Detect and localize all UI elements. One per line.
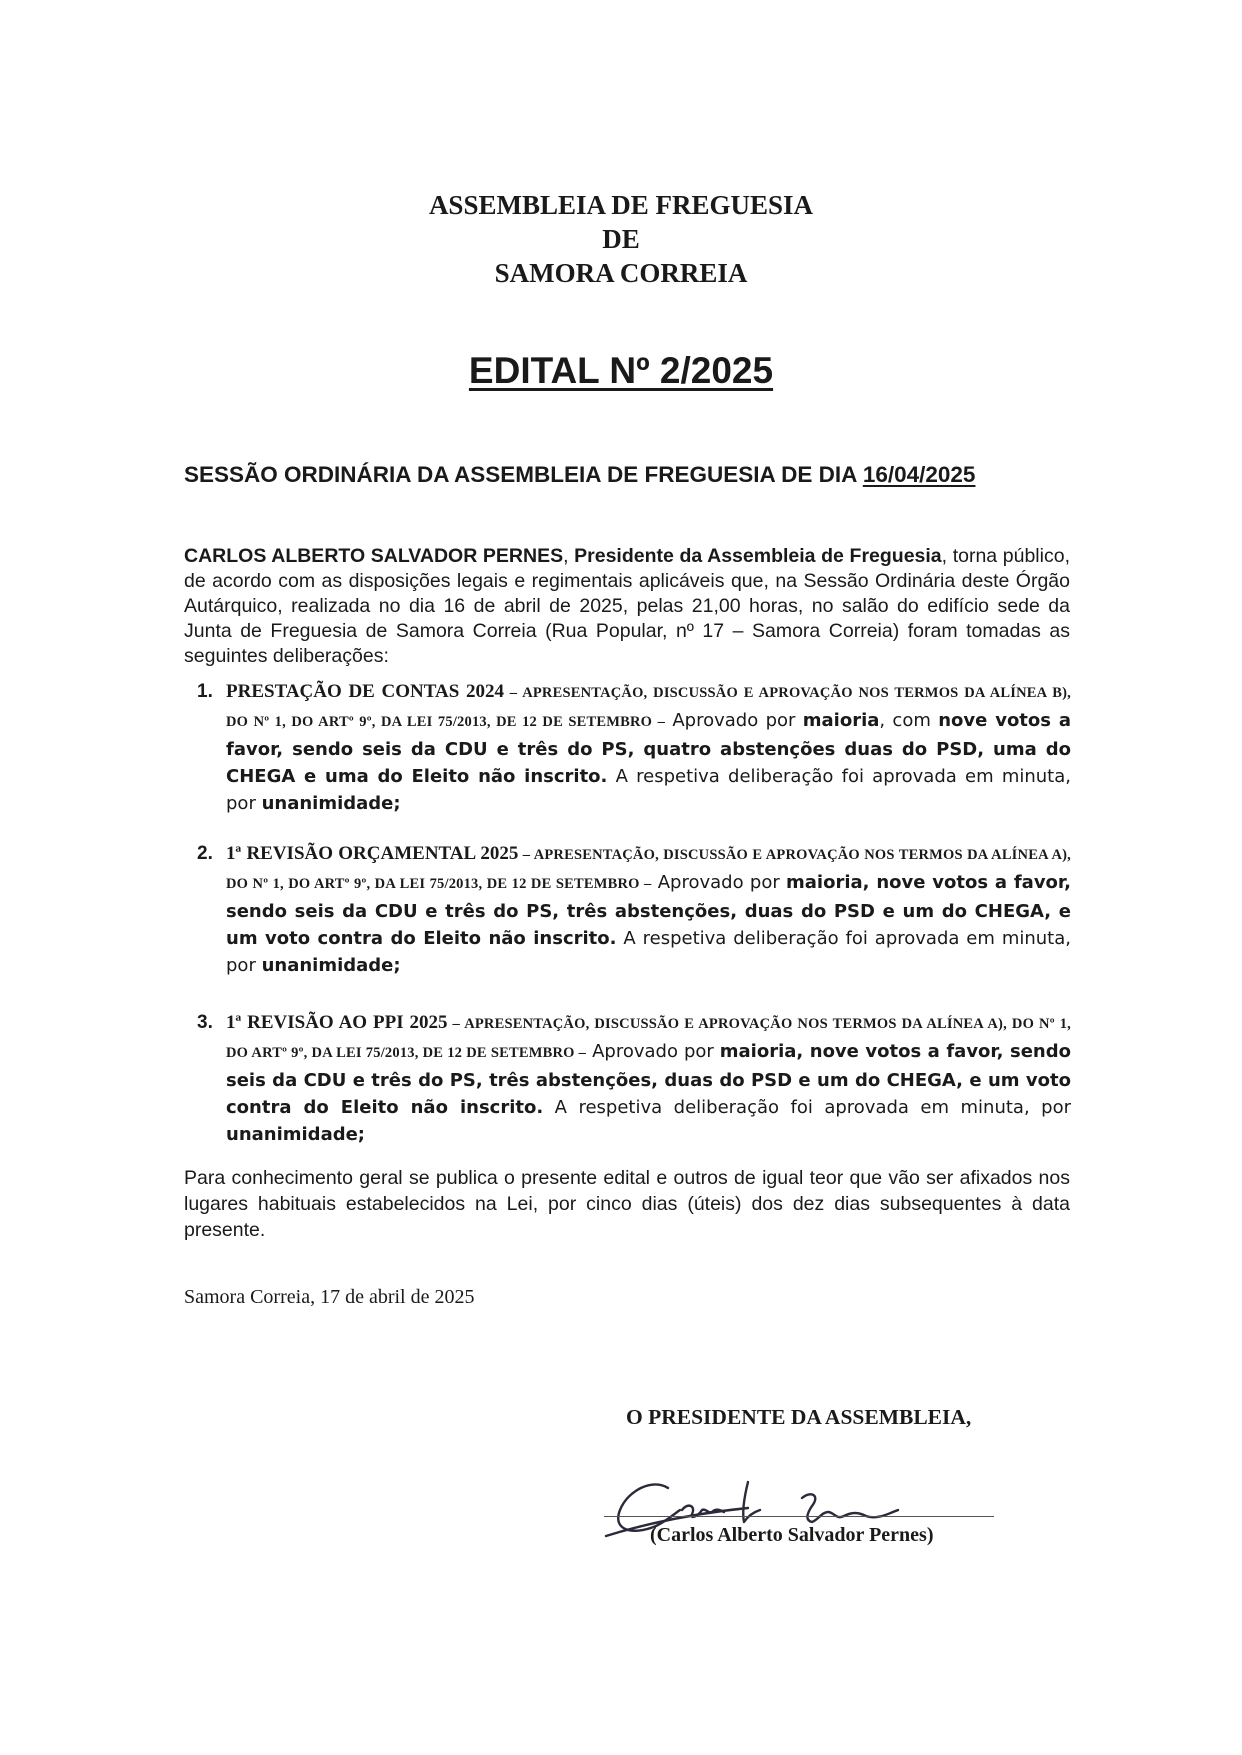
item-title: 1ª REVISÃO AO PPI 2025 bbox=[226, 1012, 448, 1033]
item-text-a: Aprovado por bbox=[651, 872, 787, 893]
item-subtitle: – APRESENTAÇÃO, DISCUSSÃO E APROVAÇÃO NOS TERMOS DA ALÍNEA B), DO Nº 1, DO ARTº 9º, DA LEI 75/2013, DE 12 DE SETEMBRO – bbox=[226, 685, 1071, 730]
session-heading bbox=[184, 462, 1070, 488]
item-text-b: A respetiva deliberação foi aprovada em minuta, por bbox=[543, 1097, 1071, 1118]
item-bold-a: maioria, nove votos a favor, sendo seis da CDU e três do PS, três abstenções, duas do PSD e um do CHEGA, e um voto contra do Eleito não inscrito. bbox=[226, 1041, 1071, 1118]
header-line-2: DE bbox=[602, 224, 640, 254]
item-title: PRESTAÇÃO DE CONTAS 2024 bbox=[226, 681, 505, 702]
item-text-a: Aprovado por bbox=[586, 1041, 720, 1062]
session-heading-prefix: SESSÃO ORDINÁRIA DA ASSEMBLEIA DE FREGUESIA DE DIA bbox=[184, 462, 863, 487]
place-date: Samora Correia, 17 de abril de 2025 bbox=[184, 1286, 475, 1308]
closing-paragraph: Para conhecimento geral se publica o presente edital e outros de igual teor que vão ser afixados nos lugares habituais estabelecidos na Lei, por cinco dias (úteis) dos dez dias subsequentes à data presente. bbox=[184, 1167, 1070, 1241]
intro-text: , torna público, de acordo com as disposições legais e regimentais aplicáveis que, na Sessão Ordinária deste Órgão Autárquico, realizada no dia 16 de abril de 2025, pelas 21,00 horas, no salão do edifício sede da Junta de Freguesia de Samora Correia (Rua Popular, nº 17 – Samora Correia) foram tomadas as seguintes deliberações: bbox=[184, 545, 1070, 667]
item-number: 1. bbox=[197, 681, 213, 702]
signature-line bbox=[604, 1516, 994, 1517]
intro-comma: , bbox=[563, 545, 575, 567]
item-bold-a: maioria, nove votos a favor, sendo seis da CDU e três do PS, três abstenções, duas do PSD e um do CHEGA, e um voto contra do Eleito não inscrito. bbox=[226, 872, 1071, 949]
item-text-a: Aprovado por bbox=[665, 710, 803, 731]
president-role: Presidente da Assembleia de Freguesia bbox=[574, 545, 942, 567]
header-line-1: ASSEMBLEIA DE FREGUESIA bbox=[428, 190, 814, 220]
session-date: 16/04/2025 bbox=[862, 462, 976, 487]
item-number: 2. bbox=[197, 843, 213, 864]
item-bold-c: unanimidade; bbox=[261, 793, 401, 814]
president-title: O PRESIDENTE DA ASSEMBLEIA, bbox=[626, 1405, 972, 1429]
deliberation-item-2 bbox=[197, 840, 1071, 979]
deliberation-item-3 bbox=[197, 1009, 1071, 1148]
header-line-3: SAMORA CORREIA bbox=[494, 258, 748, 288]
item-bold-b: unanimidade; bbox=[261, 955, 401, 976]
item-text-b: , com bbox=[879, 710, 939, 731]
item-number: 3. bbox=[197, 1012, 213, 1033]
item-bold-b: nove votos a favor, sendo seis da CDU e três do PS, quatro abstenções duas do PSD, uma do CHEGA e uma do Eleito não inscrito. bbox=[226, 710, 1072, 787]
item-text-c: A respetiva deliberação foi aprovada em minuta, por bbox=[226, 766, 1071, 814]
item-text-b: A respetiva deliberação foi aprovada em minuta, por bbox=[226, 928, 1071, 976]
item-subtitle: – APRESENTAÇÃO, DISCUSSÃO E APROVAÇÃO NOS TERMOS DA ALÍNEA A), DO Nº 1, DO ARTº 9º, DA LEI 75/2013, DE 12 DE SETEMBRO – bbox=[226, 1016, 1071, 1061]
item-bold-b: unanimidade; bbox=[226, 1124, 366, 1145]
intro-paragraph bbox=[184, 544, 1070, 669]
president-name: CARLOS ALBERTO SALVADOR PERNES bbox=[184, 545, 564, 567]
president-signature-name: (Carlos Alberto Salvador Pernes) bbox=[650, 1524, 934, 1546]
edital-title-text: EDITAL Nº 2/2025 bbox=[468, 350, 774, 391]
edital-title bbox=[0, 350, 1242, 392]
item-title: 1ª REVISÃO ORÇAMENTAL 2025 bbox=[226, 843, 519, 864]
item-subtitle: – APRESENTAÇÃO, DISCUSSÃO E APROVAÇÃO NOS TERMOS DA ALÍNEA A), DO Nº 1, DO ARTº 9º, DA LEI 75/2013, DE 12 DE SETEMBRO – bbox=[226, 847, 1071, 892]
item-bold-a: maioria bbox=[802, 710, 880, 731]
document-header bbox=[0, 188, 1242, 290]
deliberation-item-1 bbox=[197, 678, 1072, 817]
